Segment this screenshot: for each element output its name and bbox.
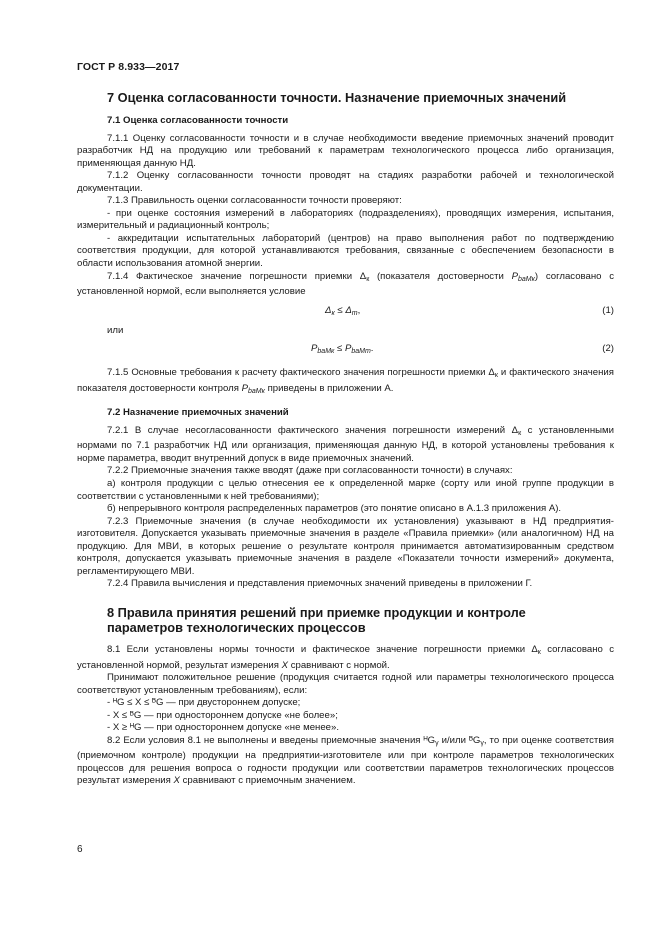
paragraph-7-2-4: 7.2.4 Правила вычисления и представления приемочных значений приведены в приложении Г. (107, 578, 533, 590)
section-7-title: 7 Оценка согласованности точности. Назначение приемочных значений (107, 90, 567, 105)
paragraph-7-1-4: 7.1.4 Фактическое значение погрешности приемки $\Delta_к$ (показателя достоверности $P_{baMк}$) согласовано с установленной нормой, если выполняется условие (77, 270, 614, 298)
subsection-7-2-title: 7.2 Назначение приемочных значений (107, 407, 289, 419)
document-header: ГОСТ Р 8.933—2017 (77, 61, 180, 73)
paragraph-8-2: 8.2 Если условия 8.1 не выполнены и введены приемочные значения ᴴG$_\gamma$ и/или ᴮG$_\gamma$, то при оценке соответствия (приемочном контроле) продукции на предприятии-изготовителе или при контроле параметров технологических процессов для решения вопроса о годности продукции или соответствии параметров технологических процессов результат измерения X сравнивают с приемочным значением. (77, 734, 614, 787)
paragraph-7-1-3: 7.1.3 Правильность оценки согласованности точности проверяют: (107, 195, 402, 207)
paragraph-7-2-3: 7.2.3 Приемочные значения (в случае необходимости их установления) указывают в НД предприятия-изготовителя. Допускается указывать приемочные значения в разделе «Правила приемки» (или аналогичном) НД на продукцию. Для МВИ, в которых решение о результате контроля принимается автоматизированным средством контроля, допускается указывать приемочные значения в разделе «Показатели точности измерений» документа, регламентирующего МВИ. (77, 515, 614, 577)
formula-2-expression: $P_{baMк} \le P_{baMm}$. (311, 343, 374, 356)
paragraph-7-2-1: 7.2.1 В случае несогласованности фактического значения погрешности измерений $\Delta_к$ с установленными нормами по 7.1 разработчик НД или организация, применяющая данную НД, в которой установлены требования к норме параметра, вводит внутренний допуск в виде приемочных значений. (77, 424, 614, 464)
paragraph-7-1-3-item-a: - при оценке состояния измерений в лабораториях (подразделениях), проводящих измерения, испытания, измерительный и радиационный контроль; (77, 207, 614, 232)
paragraph-7-2-2-item-a: а) контроля продукции с целью отнесения ее к определенной марке (сорту или иной группе продукции в соответствии с установленными к ней требованиями); (77, 478, 614, 502)
section-8-title-line-1: 8 Правила принятия решений при приемке продукции и контроле (107, 604, 526, 620)
paragraph-7-2-2-item-b: б) непрерывного контроля распределенных параметров (это понятие описано в А.1.3 приложения А). (107, 503, 562, 515)
page-number: 6 (77, 844, 83, 855)
or-text: или (107, 324, 124, 336)
paragraph-7-1-5: 7.1.5 Основные требования к расчету фактического значения погрешности приемки $\Delta_к$ и фактического значения показателя достоверности контроля $P_{baMк}$ приведены в приложении А. (77, 367, 614, 395)
formula-2 (77, 337, 614, 361)
section-8-title (77, 605, 614, 635)
condition-not-less: - X ≥ ᴴG — при одностороннем допуске «не менее». (107, 722, 340, 734)
paragraph-7-1-1: 7.1.1 Оценку согласованности точности и в случае необходимости введение приемочных значений проводит разработчик НД на продукцию или требований к параметрам технологического процесса либо организация, применяющая данную НД. (77, 132, 614, 169)
condition-not-more: - X ≤ ᴮG — при одностороннем допуске «не более»; (107, 709, 338, 721)
subsection-7-1-title: 7.1 Оценка согласованности точности (107, 115, 289, 126)
paragraph-7-1-2: 7.1.2 Оценку согласованности точности проводят на стадиях разработки рабочей и технологической документации. (77, 170, 614, 194)
paragraph-8-1: 8.1 Если установлены нормы точности и фактическое значение погрешности приемки $\Delta_к$ согласовано с установленной нормой, результат измерения X сравнивают с нормой. (77, 643, 614, 671)
document-body (77, 90, 614, 788)
paragraph-7-2-2: 7.2.2 Приемочные значения также вводят (даже при согласованности точности) в случаях: (107, 465, 513, 477)
paragraph-7-1-3-item-b: - аккредитации испытательных лабораторий (центров) на право выполнения работ по подтверждению соответствия продукции, для которой устанавливаются требования, связанные с обеспечением безопасности в области использования атомной энергии. (77, 232, 614, 270)
paragraph-8-1-decision: Принимают положительное решение (продукция считается годной или параметры технологического процесса соответствуют установленным требованиям), если: (77, 672, 614, 696)
formula-2-number: (2) (602, 343, 614, 355)
formula-1-number: (1) (602, 304, 614, 316)
formula-1 (77, 299, 614, 323)
section-8-title-line-2: параметров технологических процессов (107, 619, 366, 635)
condition-two-sided: - ᴴG ≤ X ≤ ᴮG — при двустороннем допуске; (107, 697, 301, 709)
formula-1-expression: $\Delta_к \le \Delta_m$, (325, 304, 361, 317)
